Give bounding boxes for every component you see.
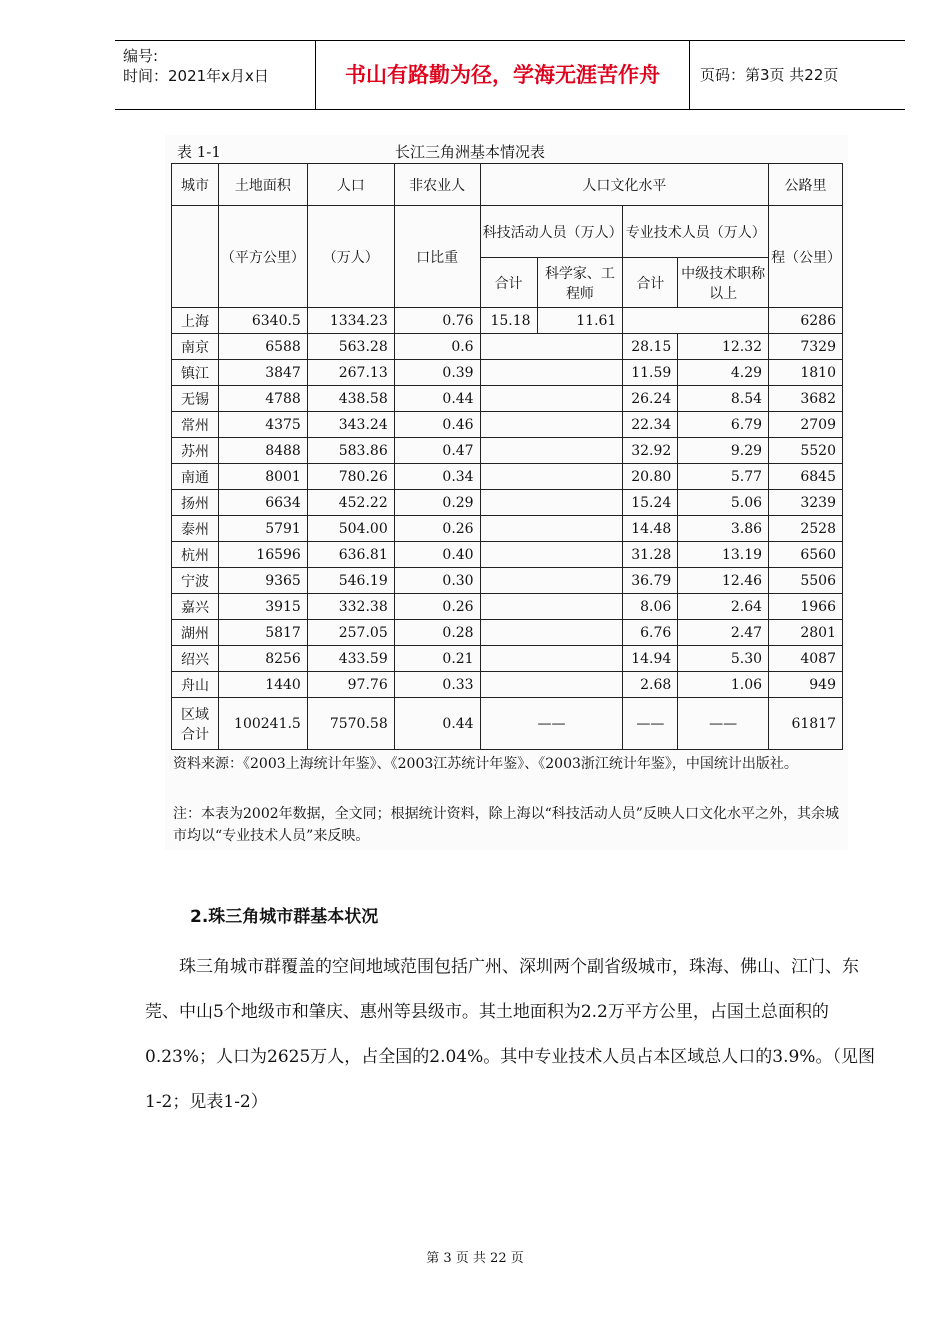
cell-ratio: 0.44 bbox=[394, 386, 480, 412]
cell-land: 5791 bbox=[218, 516, 307, 542]
total-ratio: 0.44 bbox=[394, 698, 480, 750]
cell-land: 6634 bbox=[218, 490, 307, 516]
cell-city: 宁波 bbox=[172, 568, 219, 594]
cell-pro_total: 20.80 bbox=[623, 464, 678, 490]
total-pro-mid: —— bbox=[678, 698, 769, 750]
cell-sci-empty bbox=[480, 360, 623, 386]
cell-pro_mid: 5.77 bbox=[678, 464, 769, 490]
cell-land: 8001 bbox=[218, 464, 307, 490]
cell-pro_mid: 6.79 bbox=[678, 412, 769, 438]
header-meta bbox=[115, 41, 316, 109]
cell-city: 南京 bbox=[172, 334, 219, 360]
cell-road: 5506 bbox=[769, 568, 843, 594]
cell-pro_mid: 5.06 bbox=[678, 490, 769, 516]
cell-pop: 343.24 bbox=[307, 412, 394, 438]
header-nonagri: 非农业人 bbox=[394, 164, 480, 206]
header-pro-mid: 中级技术职称以上 bbox=[678, 258, 769, 308]
table-row bbox=[172, 594, 843, 620]
cell-pop: 97.76 bbox=[307, 672, 394, 698]
page-header bbox=[115, 40, 905, 110]
cell-ratio: 0.34 bbox=[394, 464, 480, 490]
cell-city: 南通 bbox=[172, 464, 219, 490]
table-row bbox=[172, 490, 843, 516]
header-motto: 书山有路勤为径，学海无涯苦作舟 bbox=[316, 41, 690, 109]
cell-ratio: 0.6 bbox=[394, 334, 480, 360]
cell-pro_total: 26.24 bbox=[623, 386, 678, 412]
cell-ratio: 0.29 bbox=[394, 490, 480, 516]
cell-road: 7329 bbox=[769, 334, 843, 360]
cell-pro_total: 32.92 bbox=[623, 438, 678, 464]
header-pro: 专业技术人员（万人） bbox=[623, 206, 769, 258]
cell-road: 6560 bbox=[769, 542, 843, 568]
table-row bbox=[172, 620, 843, 646]
cell-sci-empty bbox=[480, 490, 623, 516]
cell-land: 4788 bbox=[218, 386, 307, 412]
table-row bbox=[172, 438, 843, 464]
section-paragraph: 珠三角城市群覆盖的空间地域范围包括广州、深圳两个副省级城市，珠海、佛山、江门、东莞、中山5个地级市和肇庆、惠州等县级市。其土地面积为2.2万平方公里，占国土总面积的0.23%；人口为2625万人，占全国的2.04%。其中专业技术人员占本区域总人口的3.9%。（见图1-2；见表1-2） bbox=[145, 957, 875, 1112]
cell-sci-empty bbox=[480, 438, 623, 464]
cell-sci_total: 15.18 bbox=[480, 308, 537, 334]
total-city: 区域合计 bbox=[172, 698, 219, 750]
table-source: 资料来源：《2003上海统计年鉴》、《2003江苏统计年鉴》、《2003浙江统计年鉴》，中国统计出版社。 bbox=[173, 756, 798, 772]
cell-sci-empty bbox=[480, 516, 623, 542]
header-road: 公路里 bbox=[769, 164, 843, 206]
page-footer: 第 3 页 共 22 页 bbox=[426, 1251, 524, 1266]
cell-city: 镇江 bbox=[172, 360, 219, 386]
cell-road: 6845 bbox=[769, 464, 843, 490]
cell-ratio: 0.47 bbox=[394, 438, 480, 464]
cell-land: 6340.5 bbox=[218, 308, 307, 334]
cell-pop: 1334.23 bbox=[307, 308, 394, 334]
cell-land: 4375 bbox=[218, 412, 307, 438]
cell-sci_eng: 11.61 bbox=[537, 308, 623, 334]
cell-ratio: 0.40 bbox=[394, 542, 480, 568]
table-row bbox=[172, 568, 843, 594]
cell-city: 舟山 bbox=[172, 672, 219, 698]
cell-pop: 332.38 bbox=[307, 594, 394, 620]
cell-city: 上海 bbox=[172, 308, 219, 334]
cell-land: 8256 bbox=[218, 646, 307, 672]
cell-ratio: 0.33 bbox=[394, 672, 480, 698]
time-label: 时间：2021年x月x日 bbox=[123, 67, 269, 85]
cell-sci-empty bbox=[480, 594, 623, 620]
cell-pro_mid: 4.29 bbox=[678, 360, 769, 386]
table-row bbox=[172, 516, 843, 542]
cell-land: 3915 bbox=[218, 594, 307, 620]
cell-city: 扬州 bbox=[172, 490, 219, 516]
cell-pro_total: 14.94 bbox=[623, 646, 678, 672]
cell-land: 1440 bbox=[218, 672, 307, 698]
table-1-1-scan bbox=[165, 135, 848, 850]
cell-sci-empty bbox=[480, 334, 623, 360]
cell-pop: 583.86 bbox=[307, 438, 394, 464]
cell-pro_mid: 2.47 bbox=[678, 620, 769, 646]
cell-pop: 636.81 bbox=[307, 542, 394, 568]
cell-pro_mid: 2.64 bbox=[678, 594, 769, 620]
header-land-unit: （平方公里） bbox=[218, 206, 307, 308]
cell-pro_total: 11.59 bbox=[623, 360, 678, 386]
total-land: 100241.5 bbox=[218, 698, 307, 750]
header-sci-eng: 科学家、工程师 bbox=[537, 258, 623, 308]
yangtze-delta-table bbox=[171, 163, 843, 750]
header-pop: 人口 bbox=[307, 164, 394, 206]
table-note: 注：本表为2002年数据，全文同；根据统计资料，除上海以“科技活动人员”反映人口文化水平之外，其余城市均以“专业技术人员”来反映。 bbox=[173, 806, 839, 844]
table-title: 长江三角洲基本情况表 bbox=[395, 143, 546, 161]
cell-sci-empty bbox=[480, 412, 623, 438]
header-nonagri2: 口比重 bbox=[394, 206, 480, 308]
section-heading: 2.珠三角城市群基本状况 bbox=[190, 907, 379, 927]
header-culture: 人口文化水平 bbox=[480, 164, 768, 206]
cell-sci-empty bbox=[480, 672, 623, 698]
header-pro-total: 合计 bbox=[623, 258, 678, 308]
cell-pro_mid: 12.46 bbox=[678, 568, 769, 594]
cell-pro_total: 8.06 bbox=[623, 594, 678, 620]
cell-road: 5520 bbox=[769, 438, 843, 464]
cell-pro_total: 28.15 bbox=[623, 334, 678, 360]
cell-pro_total: 15.24 bbox=[623, 490, 678, 516]
cell-pro_total: 14.48 bbox=[623, 516, 678, 542]
cell-road: 3682 bbox=[769, 386, 843, 412]
total-sci: —— bbox=[480, 698, 623, 750]
cell-sci-empty bbox=[480, 542, 623, 568]
cell-city: 泰州 bbox=[172, 516, 219, 542]
cell-land: 8488 bbox=[218, 438, 307, 464]
cell-city: 无锡 bbox=[172, 386, 219, 412]
section-body bbox=[145, 945, 880, 1125]
cell-road: 949 bbox=[769, 672, 843, 698]
header-sci: 科技活动人员（万人） bbox=[480, 206, 623, 258]
cell-city: 湖州 bbox=[172, 620, 219, 646]
cell-ratio: 0.46 bbox=[394, 412, 480, 438]
cell-pro_mid: 9.29 bbox=[678, 438, 769, 464]
cell-pop: 267.13 bbox=[307, 360, 394, 386]
cell-land: 5817 bbox=[218, 620, 307, 646]
cell-pro_mid: 13.19 bbox=[678, 542, 769, 568]
cell-pro_mid: 3.86 bbox=[678, 516, 769, 542]
table-row bbox=[172, 542, 843, 568]
cell-city: 嘉兴 bbox=[172, 594, 219, 620]
cell-sci-empty bbox=[480, 464, 623, 490]
cell-ratio: 0.76 bbox=[394, 308, 480, 334]
cell-pop: 563.28 bbox=[307, 334, 394, 360]
cell-city: 绍兴 bbox=[172, 646, 219, 672]
cell-road: 1810 bbox=[769, 360, 843, 386]
cell-pop: 780.26 bbox=[307, 464, 394, 490]
cell-ratio: 0.39 bbox=[394, 360, 480, 386]
cell-land: 3847 bbox=[218, 360, 307, 386]
cell-land: 6588 bbox=[218, 334, 307, 360]
table-row bbox=[172, 464, 843, 490]
cell-sci-empty bbox=[480, 386, 623, 412]
header-city: 城市 bbox=[172, 164, 219, 206]
total-road: 61817 bbox=[769, 698, 843, 750]
cell-pro-empty bbox=[623, 308, 769, 334]
table-row bbox=[172, 360, 843, 386]
table-row bbox=[172, 334, 843, 360]
cell-ratio: 0.30 bbox=[394, 568, 480, 594]
cell-pro_mid: 12.32 bbox=[678, 334, 769, 360]
total-pro-total: —— bbox=[623, 698, 678, 750]
header-sci-total: 合计 bbox=[480, 258, 537, 308]
cell-sci-empty bbox=[480, 568, 623, 594]
cell-pop: 546.19 bbox=[307, 568, 394, 594]
header-city-blank bbox=[172, 206, 219, 308]
cell-ratio: 0.21 bbox=[394, 646, 480, 672]
table-row bbox=[172, 386, 843, 412]
table-row bbox=[172, 308, 843, 334]
cell-road: 2801 bbox=[769, 620, 843, 646]
cell-pro_total: 22.34 bbox=[623, 412, 678, 438]
cell-sci-empty bbox=[480, 646, 623, 672]
code-label: 编号: bbox=[123, 47, 159, 65]
header-pop-unit: （万人） bbox=[307, 206, 394, 308]
cell-land: 16596 bbox=[218, 542, 307, 568]
cell-road: 3239 bbox=[769, 490, 843, 516]
cell-road: 1966 bbox=[769, 594, 843, 620]
cell-pop: 438.58 bbox=[307, 386, 394, 412]
cell-city: 常州 bbox=[172, 412, 219, 438]
cell-road: 6286 bbox=[769, 308, 843, 334]
header-land: 土地面积 bbox=[218, 164, 307, 206]
cell-pop: 433.59 bbox=[307, 646, 394, 672]
cell-pop: 452.22 bbox=[307, 490, 394, 516]
table-row bbox=[172, 412, 843, 438]
cell-road: 2709 bbox=[769, 412, 843, 438]
total-pop: 7570.58 bbox=[307, 698, 394, 750]
cell-city: 杭州 bbox=[172, 542, 219, 568]
table-row bbox=[172, 672, 843, 698]
cell-pro_total: 2.68 bbox=[623, 672, 678, 698]
cell-pro_total: 31.28 bbox=[623, 542, 678, 568]
cell-pro_mid: 1.06 bbox=[678, 672, 769, 698]
cell-ratio: 0.28 bbox=[394, 620, 480, 646]
cell-road: 2528 bbox=[769, 516, 843, 542]
cell-road: 4087 bbox=[769, 646, 843, 672]
cell-sci-empty bbox=[480, 620, 623, 646]
cell-pop: 257.05 bbox=[307, 620, 394, 646]
table-number: 表 1-1 bbox=[177, 143, 221, 161]
cell-city: 苏州 bbox=[172, 438, 219, 464]
cell-pro_mid: 5.30 bbox=[678, 646, 769, 672]
cell-pro_mid: 8.54 bbox=[678, 386, 769, 412]
header-road-unit: 程（公里） bbox=[769, 206, 843, 308]
cell-pro_total: 6.76 bbox=[623, 620, 678, 646]
cell-ratio: 0.26 bbox=[394, 594, 480, 620]
table-row bbox=[172, 646, 843, 672]
cell-pop: 504.00 bbox=[307, 516, 394, 542]
cell-pro_total: 36.79 bbox=[623, 568, 678, 594]
page-number-label: 页码：第3页 共22页 bbox=[700, 66, 839, 84]
cell-land: 9365 bbox=[218, 568, 307, 594]
cell-ratio: 0.26 bbox=[394, 516, 480, 542]
